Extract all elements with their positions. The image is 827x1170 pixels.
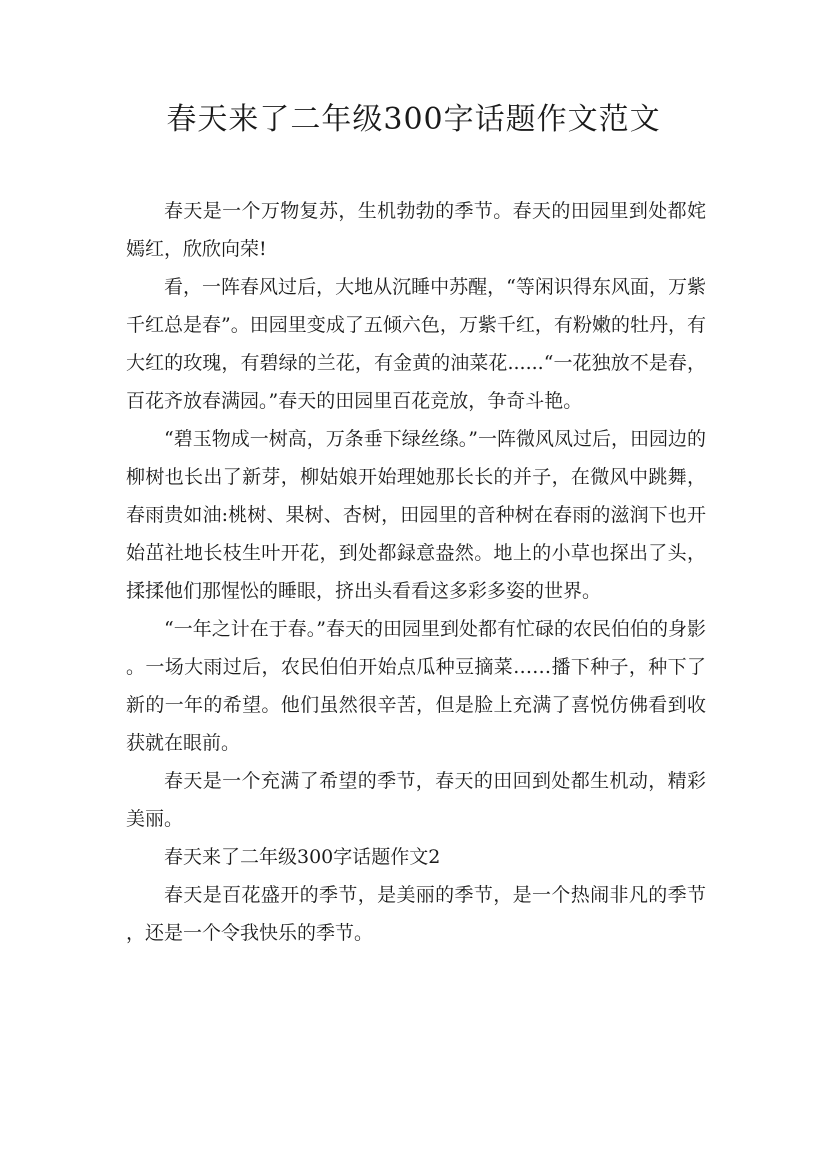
paragraph-4: “一年之计在于春。”春天的田园里到处都有忙碌的农民伯伯的身影。一场大雨过后，农民伯伯开始点瓜种豆摘菜……播下种子，种下了新的一年的希望。他们虽然很辛苦，但是脸上充满了喜悦仿佛看到收获就在眼前。 <box>126 618 706 754</box>
paragraph-1: 春天是一个万物复苏，生机勃勃的季节。春天的田园里到处都姹嫣红，欣欣向荣! <box>126 200 706 260</box>
paragraph-2: 看，一阵春风过后，大地从沉睡中苏醒，“等闲识得东风面，万紫千红总是春”。田园里变成了五倾六色，万紫千红，有粉嫩的牡丹，有大红的玫瑰，有碧绿的兰花，有金黄的油菜花......“一花独放不是春，百花齐放春满园。”春天的田园里百花竞放，争奇斗艳。 <box>126 276 706 412</box>
section-heading-2: 春天来了二年级300字话题作文2 <box>164 846 441 868</box>
paragraph-3: “碧玉物成一树高，万条垂下绿丝绦。”一阵微风凤过后，田园边的柳树也长出了新芽，柳姑娘开始理她那长长的并子，在微风中跳舞，春雨贵如油:桃树、果树、杏树，田园里的音种树在春雨的滋润下也开始茁社地长枝生叶开花，到处都録意盎然。地上的小草也探出了头，揉揉他们那惺忪的睡眼，挤出头看看这多彩多姿的世界。 <box>126 428 706 602</box>
document-title: 春天来了二年级300字话题作文范文 <box>166 102 661 137</box>
paragraph-5: 春天是一个充满了希望的季节，春天的田回到处都生机动，精彩美丽。 <box>126 770 706 830</box>
paragraph-6: 春天是百花盛开的季节，是美丽的季节，是一个热闹非凡的季节，还是一个令我快乐的季节。 <box>126 884 706 944</box>
document-body <box>126 192 706 952</box>
